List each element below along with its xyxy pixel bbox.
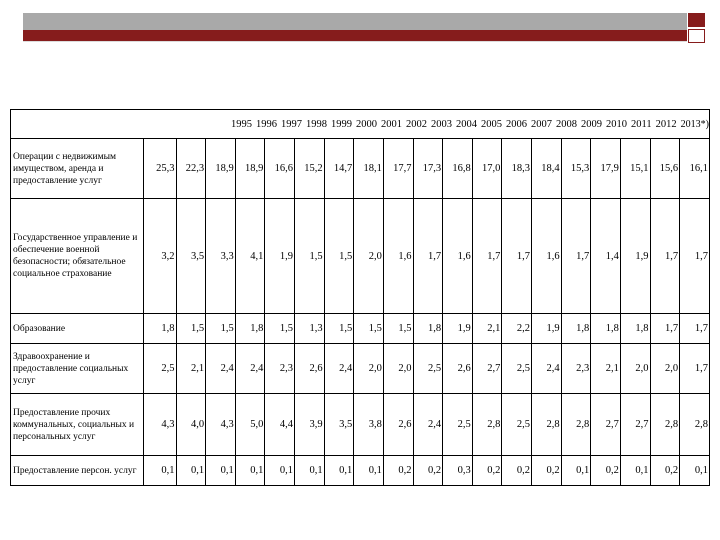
value-cell: 2,5 (143, 344, 176, 394)
value-cell: 2,5 (502, 394, 532, 456)
value-cell: 15,6 (650, 139, 680, 199)
value-cell: 2,4 (413, 394, 443, 456)
value-cell: 1,7 (680, 344, 710, 394)
table-row (11, 199, 710, 314)
year-label: 2007 (531, 118, 553, 130)
value-cell: 1,5 (176, 314, 206, 344)
value-cell: 1,8 (143, 314, 176, 344)
row-label: Государственное управление и обеспечение военной безопасности; обязательное социальное страхование (11, 199, 144, 314)
value-cell: 1,8 (235, 314, 265, 344)
value-cell: 1,3 (295, 314, 325, 344)
value-cell: 0,1 (265, 456, 295, 486)
year-label: 2009 (581, 118, 603, 130)
value-cell: 2,3 (561, 344, 591, 394)
value-cell: 1,5 (324, 314, 354, 344)
value-cell: 0,1 (354, 456, 384, 486)
value-cell: 2,7 (620, 394, 650, 456)
value-cell: 1,7 (502, 199, 532, 314)
value-cell: 17,3 (413, 139, 443, 199)
value-cell: 3,2 (143, 199, 176, 314)
value-cell: 0,2 (472, 456, 502, 486)
value-cell: 0,3 (443, 456, 473, 486)
value-cell: 2,3 (265, 344, 295, 394)
value-cell: 2,7 (472, 344, 502, 394)
value-cell: 3,5 (176, 199, 206, 314)
year-label: 1999 (331, 118, 353, 130)
value-cell: 0,2 (591, 456, 621, 486)
value-cell: 2,1 (176, 344, 206, 394)
value-cell: 1,6 (532, 199, 562, 314)
year-label: 1995 (231, 118, 253, 130)
header-row (11, 110, 710, 139)
value-cell: 1,5 (295, 199, 325, 314)
value-cell: 1,8 (561, 314, 591, 344)
year-label: 1997 (281, 118, 303, 130)
year-label: 2012 (655, 118, 677, 130)
value-cell: 0,1 (235, 456, 265, 486)
value-cell: 17,9 (591, 139, 621, 199)
value-cell: 1,8 (620, 314, 650, 344)
value-cell: 1,7 (650, 199, 680, 314)
value-cell: 16,8 (443, 139, 473, 199)
value-cell: 17,7 (383, 139, 413, 199)
value-cell: 2,0 (383, 344, 413, 394)
value-cell: 0,2 (532, 456, 562, 486)
value-cell: 2,1 (472, 314, 502, 344)
value-cell: 0,2 (413, 456, 443, 486)
value-cell: 1,4 (591, 199, 621, 314)
value-cell: 16,1 (680, 139, 710, 199)
value-cell: 2,1 (591, 344, 621, 394)
value-cell: 0,1 (324, 456, 354, 486)
value-cell: 18,1 (354, 139, 384, 199)
value-cell: 1,5 (383, 314, 413, 344)
years-header (11, 110, 710, 139)
year-label: 2006 (506, 118, 528, 130)
value-cell: 17,0 (472, 139, 502, 199)
value-cell: 1,7 (650, 314, 680, 344)
year-label: 2004 (456, 118, 478, 130)
value-cell: 2,8 (532, 394, 562, 456)
value-cell: 2,8 (561, 394, 591, 456)
value-cell: 0,2 (502, 456, 532, 486)
title-bar-red (23, 30, 687, 41)
value-cell: 25,3 (143, 139, 176, 199)
value-cell: 4,0 (176, 394, 206, 456)
value-cell: 1,5 (206, 314, 236, 344)
value-cell: 15,3 (561, 139, 591, 199)
value-cell: 18,3 (502, 139, 532, 199)
value-cell: 18,9 (235, 139, 265, 199)
value-cell: 0,1 (620, 456, 650, 486)
value-cell: 4,4 (265, 394, 295, 456)
value-cell: 3,9 (295, 394, 325, 456)
table-row (11, 139, 710, 199)
value-cell: 3,5 (324, 394, 354, 456)
title-bar-divider (23, 41, 687, 42)
year-label: 1998 (306, 118, 328, 130)
value-cell: 1,7 (561, 199, 591, 314)
year-label: 2001 (381, 118, 403, 130)
row-label: Образование (11, 314, 144, 344)
year-label: 2011 (631, 118, 652, 130)
decor-square-outline (688, 29, 705, 43)
value-cell: 3,8 (354, 394, 384, 456)
value-cell: 2,4 (324, 344, 354, 394)
year-label: 1996 (256, 118, 278, 130)
value-cell: 1,7 (413, 199, 443, 314)
value-cell: 2,0 (650, 344, 680, 394)
value-cell: 2,5 (502, 344, 532, 394)
value-cell: 15,2 (295, 139, 325, 199)
table-row (11, 344, 710, 394)
value-cell: 1,7 (680, 199, 710, 314)
row-label: Операции с недвижимым имуществом, аренда и предоставление услуг (11, 139, 144, 199)
value-cell: 1,6 (383, 199, 413, 314)
year-label: 2002 (406, 118, 428, 130)
year-label: 2010 (606, 118, 628, 130)
value-cell: 4,1 (235, 199, 265, 314)
value-cell: 2,2 (502, 314, 532, 344)
value-cell: 1,5 (354, 314, 384, 344)
value-cell: 0,1 (561, 456, 591, 486)
value-cell: 1,9 (443, 314, 473, 344)
value-cell: 2,8 (650, 394, 680, 456)
value-cell: 1,9 (620, 199, 650, 314)
value-cell: 1,9 (265, 199, 295, 314)
value-cell: 1,8 (413, 314, 443, 344)
value-cell: 2,4 (206, 344, 236, 394)
value-cell: 0,1 (680, 456, 710, 486)
value-cell: 4,3 (143, 394, 176, 456)
row-label: Предоставление прочих коммунальных, социальных и персональных услуг (11, 394, 144, 456)
value-cell: 2,5 (443, 394, 473, 456)
table-row (11, 456, 710, 486)
value-cell: 0,1 (206, 456, 236, 486)
year-label: 2008 (556, 118, 578, 130)
value-cell: 1,7 (472, 199, 502, 314)
value-cell: 0,1 (295, 456, 325, 486)
value-cell: 2,4 (532, 344, 562, 394)
value-cell: 2,5 (413, 344, 443, 394)
value-cell: 0,2 (383, 456, 413, 486)
value-cell: 2,6 (383, 394, 413, 456)
value-cell: 1,9 (532, 314, 562, 344)
data-table (10, 109, 710, 486)
value-cell: 2,0 (620, 344, 650, 394)
value-cell: 16,6 (265, 139, 295, 199)
value-cell: 15,1 (620, 139, 650, 199)
table-row (11, 394, 710, 456)
value-cell: 18,9 (206, 139, 236, 199)
value-cell: 2,6 (295, 344, 325, 394)
value-cell: 2,8 (680, 394, 710, 456)
value-cell: 2,6 (443, 344, 473, 394)
value-cell: 1,8 (591, 314, 621, 344)
value-cell: 1,5 (324, 199, 354, 314)
value-cell: 3,3 (206, 199, 236, 314)
year-label: 2000 (356, 118, 378, 130)
row-label: Предоставление персон. услуг (11, 456, 144, 486)
value-cell: 1,5 (265, 314, 295, 344)
value-cell: 0,1 (143, 456, 176, 486)
value-cell: 14,7 (324, 139, 354, 199)
value-cell: 2,8 (472, 394, 502, 456)
value-cell: 1,6 (443, 199, 473, 314)
row-label: Здравоохранение и предоставление социальных услуг (11, 344, 144, 394)
value-cell: 0,1 (176, 456, 206, 486)
value-cell: 2,0 (354, 344, 384, 394)
year-label: 2003 (431, 118, 453, 130)
table-row (11, 314, 710, 344)
year-label: 2005 (481, 118, 503, 130)
value-cell: 5,0 (235, 394, 265, 456)
value-cell: 0,2 (650, 456, 680, 486)
title-bar-grey (23, 13, 687, 30)
value-cell: 2,7 (591, 394, 621, 456)
value-cell: 18,4 (532, 139, 562, 199)
value-cell: 4,3 (206, 394, 236, 456)
value-cell: 22,3 (176, 139, 206, 199)
decor-square-filled (688, 13, 705, 27)
year-label: 2013*) (680, 118, 709, 130)
value-cell: 2,0 (354, 199, 384, 314)
value-cell: 2,4 (235, 344, 265, 394)
value-cell: 1,7 (680, 314, 710, 344)
